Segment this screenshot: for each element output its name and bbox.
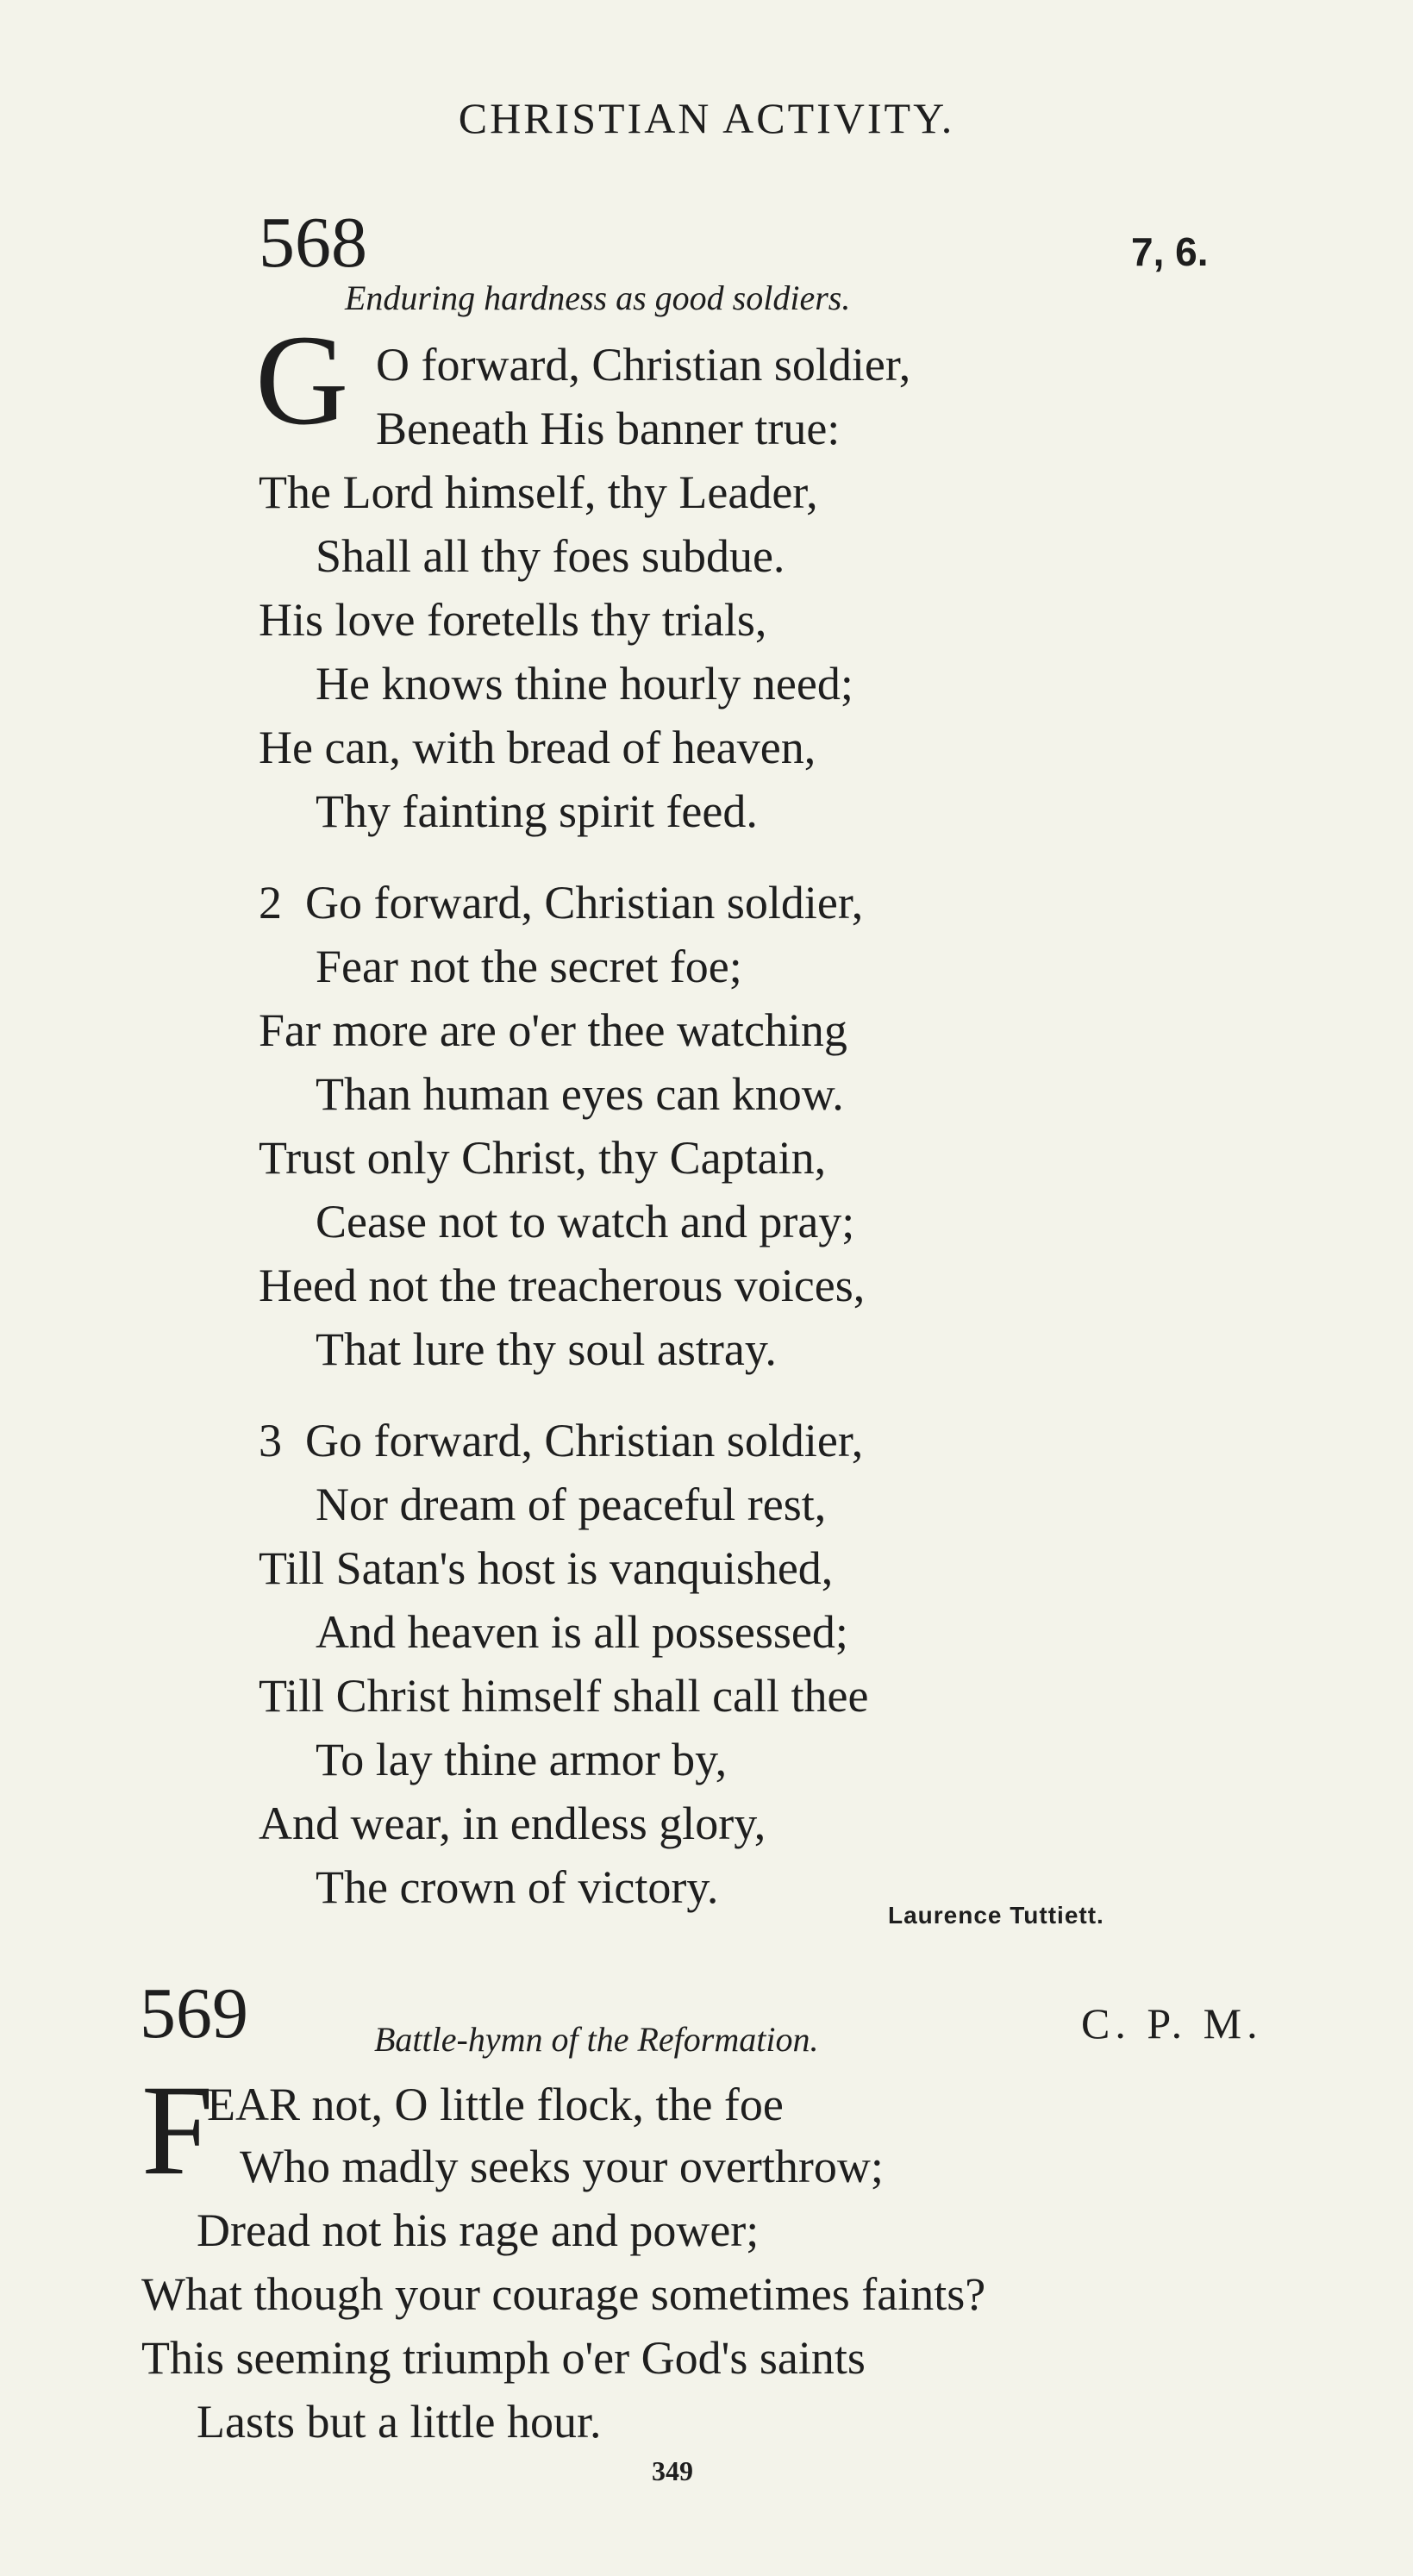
verse-line: 3 Go forward, Christian soldier, bbox=[259, 1415, 864, 1466]
verse-line: Far more are o'er thee watching bbox=[259, 1004, 847, 1056]
verse-line: Who madly seeks your overthrow; bbox=[240, 2141, 884, 2192]
verse-line: To lay thine armor by, bbox=[316, 1734, 728, 1785]
hymn-subtitle-568: Enduring hardness as good soldiers. bbox=[345, 278, 851, 317]
hymn-author-568: Laurence Tuttiett. bbox=[888, 1902, 1104, 1929]
verse-line: EAR not, O little flock, the foe bbox=[207, 2079, 784, 2130]
page-number: 349 bbox=[652, 2455, 693, 2486]
verse-line: That lure thy soul astray. bbox=[316, 1323, 777, 1375]
verse-line: Cease not to watch and pray; bbox=[316, 1196, 855, 1247]
verse-line: Fear not the secret foe; bbox=[316, 941, 742, 992]
verse-line: What though your courage sometimes faints? bbox=[141, 2268, 986, 2320]
verse-line: Beneath His banner true: bbox=[376, 403, 841, 454]
verse-line: His love foretells thy trials, bbox=[259, 594, 767, 646]
verse-line: 2 Go forward, Christian soldier, bbox=[259, 877, 864, 928]
verse-line: Thy fainting spirit feed. bbox=[316, 785, 758, 837]
drop-cap-568: G bbox=[255, 309, 349, 452]
verse-line: Till Christ himself shall call thee bbox=[259, 1670, 869, 1722]
hymn-number-569: 569 bbox=[140, 1973, 248, 2054]
verse-line: And wear, in endless glory, bbox=[259, 1798, 766, 1849]
hymn-subtitle-569: Battle-hymn of the Reformation. bbox=[374, 2020, 819, 2059]
running-head: CHRISTIAN ACTIVITY. bbox=[458, 94, 955, 142]
verse-line: And heaven is all possessed; bbox=[316, 1606, 848, 1658]
verse-line: He can, with bread of heaven, bbox=[259, 722, 816, 773]
verse-line: Trust only Christ, thy Captain, bbox=[259, 1132, 827, 1184]
drop-cap-569: F bbox=[141, 2059, 214, 2202]
verse-line: Shall all thy foes subdue. bbox=[316, 530, 785, 582]
verse-line: Than human eyes can know. bbox=[316, 1068, 844, 1120]
verse-line: Till Satan's host is vanquished, bbox=[259, 1542, 834, 1594]
verse-line: Heed not the treacherous voices, bbox=[259, 1260, 866, 1311]
verse-line: The Lord himself, thy Leader, bbox=[259, 466, 818, 518]
verse-line: He knows thine hourly need; bbox=[316, 658, 853, 710]
verse-line: The crown of victory. bbox=[316, 1861, 719, 1913]
hymn-meter-569: C. P. M. bbox=[1081, 1999, 1263, 2048]
verse-line: Lasts but a little hour. bbox=[197, 2396, 602, 2448]
hymn-meter-568: 7, 6. bbox=[1131, 229, 1209, 274]
hymn-number-568: 568 bbox=[259, 203, 367, 283]
verse-line: Dread not his rage and power; bbox=[197, 2204, 760, 2256]
verse-line: Nor dream of peaceful rest, bbox=[316, 1479, 827, 1530]
verse-line: O forward, Christian soldier, bbox=[376, 339, 911, 391]
verse-line: This seeming triumph o'er God's saints bbox=[141, 2332, 866, 2384]
